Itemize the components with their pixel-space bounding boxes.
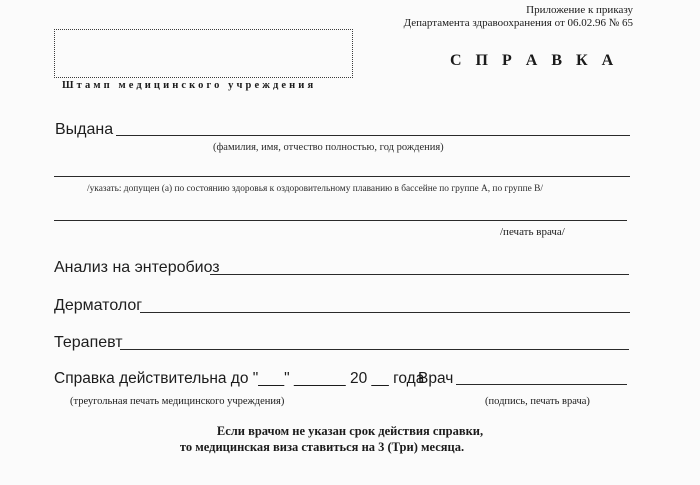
triangle-stamp-hint: (треугольная печать медицинского учреждения) bbox=[70, 396, 285, 407]
admission-hint: /указать: допущен (а) по состоянию здоровья к оздоровительному плаванию в бассейне по группе А, по группе В/ bbox=[87, 184, 543, 194]
stamp-label: Штамп медицинского учреждения bbox=[62, 80, 317, 91]
dermatologist-label: Дерматолог bbox=[54, 297, 143, 314]
therapist-line[interactable] bbox=[120, 349, 629, 350]
document-title: С П Р А В К А bbox=[450, 52, 619, 69]
stamp-box bbox=[54, 29, 353, 78]
issued-label: Выдана bbox=[55, 121, 114, 138]
doctor-stamp-hint: /печать врача/ bbox=[500, 226, 565, 238]
enterobiosis-label: Анализ на энтеробиоз bbox=[54, 259, 220, 276]
appendix-line-2: Департамента здравоохранения от 06.02.96 № 65 bbox=[403, 17, 633, 29]
admission-line[interactable] bbox=[54, 176, 630, 177]
appendix-line-1: Приложение к приказу bbox=[526, 4, 633, 16]
signature-hint: (подпись, печать врача) bbox=[485, 396, 590, 407]
dermatologist-line[interactable] bbox=[140, 312, 630, 313]
doctor-stamp-line[interactable] bbox=[54, 220, 627, 221]
enterobiosis-line[interactable] bbox=[210, 274, 629, 275]
validity-text[interactable]: Справка действительна до "___" ______ 20 __ года bbox=[54, 370, 425, 387]
issued-line[interactable] bbox=[116, 135, 630, 136]
footer-note-line-1: Если врачом не указан срок действия справки, bbox=[216, 424, 484, 438]
doctor-signature-line[interactable] bbox=[456, 384, 627, 385]
therapist-label: Терапевт bbox=[54, 334, 123, 351]
footer-note-line-2: то медицинская виза ставиться на 3 (Три) месяца. bbox=[179, 440, 465, 454]
doctor-label: Врач bbox=[418, 370, 454, 387]
issued-hint: (фамилия, имя, отчество полностью, год рождения) bbox=[213, 142, 444, 153]
